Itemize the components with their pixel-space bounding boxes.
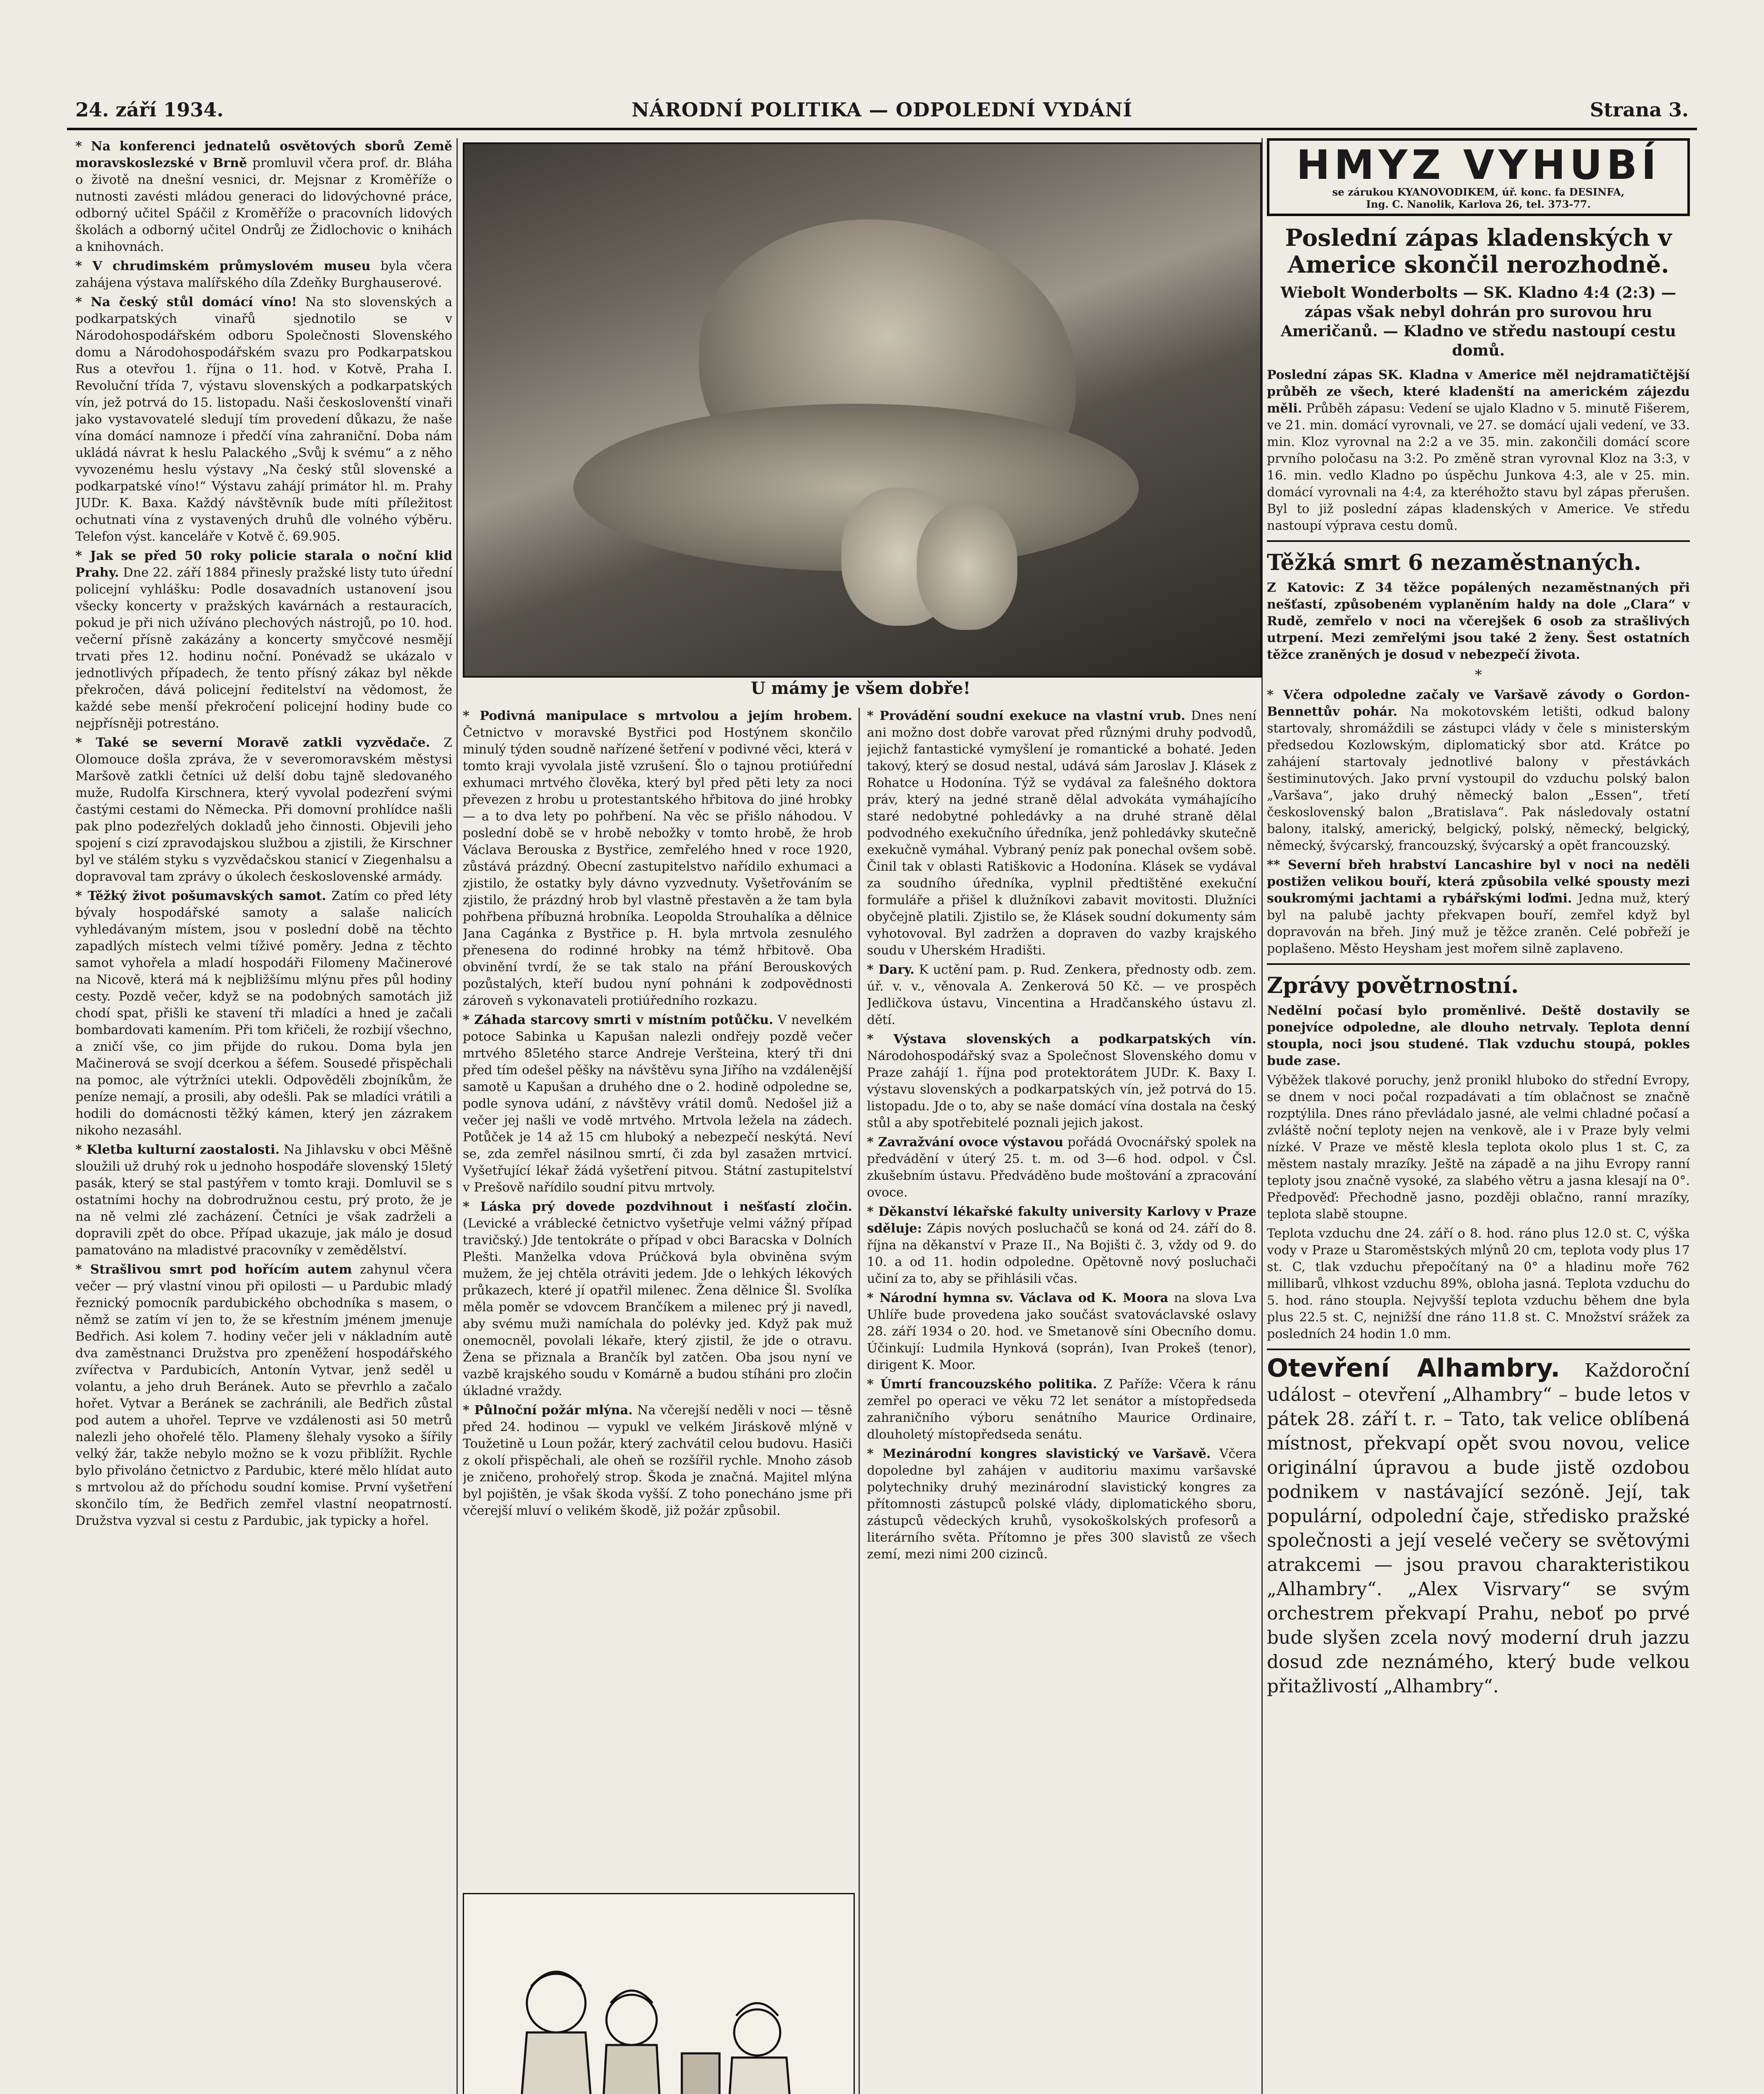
issue-date: 24. září 1934. (75, 98, 224, 121)
lioness-photo (463, 142, 1262, 678)
page-number: Strana 3. (1590, 98, 1689, 121)
weather-headline: Zprávy povětrnostní. (1267, 973, 1519, 998)
alhambra-text: Každoroční událost – otevření „Alhambry“ – bude letos v pátek 28. září t. r. – Tato, tak velice oblíbená místnost, překvapí opět svou novou, velice originální úpravou a bude jistě ozdobou podnikem v nastávající sezóně. Její, tak populární, odpolední čaje, střediskо pražské společnosti a její veselé večery se světovými atrakcemi — jsou pravou charakteristikou „Alhambry“. „Alex Visrvary“ se svým orchestrem překvapí Prahu, neboť po prvé bude slyšen zcela nový moderní druh jazzu dosud zde neznámého, který bude velkou přitažlivostí „Alhambry“. (1267, 1360, 1690, 1697)
pest-control-ad (1267, 138, 1690, 216)
cartoon-illustration (463, 1893, 855, 2094)
balloon-article: * Včera odpoledne začaly ve Varšavě závody o Gordon-Bennettův pohár. Na mokotovském letišti, odkud balony startovaly, shromáždili se zástupci vlády v čele s ministerským předsedou Kozlowským, diplomatický sbor atd. Krátce po zahájení startovaly jednotlivé balony v přestávkách šestiminutových. Jako první vystoupil do vzduchu polský balon „Varšava“, jako druhý německý balon „Essen“, třetí československý balon „Bratislava“. Pak následovaly ostatní balony, italský, americký, belgický, polský, německý, belgický, německý, švýcarský, francouzský, švýcarský a opět francouzský. (1267, 688, 1690, 853)
news-item: * Láska prý dovede pozdvihnout i nešťastí zločin. (Levické a vráblecké četnictvo vyšetřuje velmi vážný případ travičský.) Jde tentokráte o případ v obci Baracska v Dolních Plešti. Manželka vdova Prúčková byla obviněna svým mužem, že jej chtěla otráviti jedem. Jde o lehkých lékových průkazech, které jí opatřil milenec. Žena dělnice Šl. Svolíka měla poměr se vdovcem Brančíkem a milenec prý ji navedl, aby svému muži namíchala do polévky jed. Když pak muž onemocněl, povolali lékaře, který zjistil, že jde o otravu. Žena se přiznala a Brančík byl zatčen. Oba jsou nyní ve vazbě krajského soudu v Komárně a budou stíháni pro zločin úkladné vraždy. (463, 1199, 852, 1398)
mine-headline: Těžká smrt 6 nezaměstnaných. (1267, 550, 1641, 575)
sport-subhead: Wiebolt Wonderbolts — SK. Kladno 4:4 (2:3) — zápas však nebyl dohrán pro surovou hru Američanů. — Kladno ve středu nastoupí cestu domů. (1280, 284, 1676, 359)
news-item: * Úmrtí francouzského politika. Z Paříže: Včera k ránu zemřel po operaci ve věku 72 let senátor a místopředseda zahraničního výboru senátního Maurice Ordinaire, dlouholetý místopředseda senátu. (867, 1377, 1256, 1442)
sport-headline: Poslední zápas kladenských v Americe skončil nerozhodně. (1285, 224, 1672, 279)
news-item: * Kletba kulturní zaostalosti. Na Jihlavsku v obci Měšně sloužili už druhý rok u jednoho hospodáře slovenský 15letý pasák, který se stal pastýřem v tomto kraji. Domluvil se s ostatními hochy na dobrodružnou cestu, prý proto, že je na ně velmi zlé zacházení. Četníci je však zadrželi a dopravili zpět do obce. Případ ukazuje, jak málo je dosud pamatováno na mladistvé pracovníky v zemědělství. (75, 1142, 452, 1258)
news-item: * Podivná manipulace s mrtvolou a jejím hrobem. Četnictvo v moravské Bystřici pod Hostýnem skončilo minulý týden soudně nařízené šetření v podivné věci, která v tomto kraji vyvolala jistě vzrušení. Šlo o tajnou protiúřední exhumaci mrtvého člověka, který byl před pěti lety za noci převezen z hrobu u protestantského hřbitova do jiné hrobky — a to dva lety po pohřbení. Na věc se přišlo náhodou. V poslední době se v hrobě nebožky v tomto hrobě, že hrob Václava Berouska z Bystřice, zemřelého hned v roce 1920, zůstává prázdný. Obecní zastupitelstvo nařídilo exhumaci a zjistilo, že ostatky byly dávno vyzvednuty. Vyšetřováním se zjistilo, že prázdný hrob byl vlastně přestavěn a že tam byla pohřbena příbuzná hrobníka. Leopolda Strouhalíka a dělnice Jana Cagánka z Bystřice p. H. byla mrtvola zesnulého přenesena do rodinné hrobky na témž hřbitově. Oba obvinění tvrdí, že se tak stalo na přání Berouskových pozůstalých, kteří budou nyní pohnáni k zodpovědnosti zároveň s vykonavateli protiúředního rozkazu. (463, 709, 852, 1008)
column-4 (1267, 138, 1690, 2094)
newspaper-title: NÁRODNÍ POLITIKA — ODPOLEDNÍ VYDÁNÍ (632, 98, 1132, 121)
ad-title: HMYZ VYHUBÍ (1296, 142, 1661, 188)
section-rule (1267, 540, 1690, 542)
photo-caption: U mámy je všem dobře! (750, 678, 971, 698)
masthead-rule (67, 128, 1697, 130)
storm-article: ** Severní břeh hrabství Lancashire byl v noci na neděli postižen velikou bouří, která způsobila velké spousty mezi soukromými jachtami a rybářskými loďmi. Jedna muž, který byl na palubě jachty překvapen bouří, zemřel když byl dopravován na břeh. Jiný muž je těžce zraněn. Celé pobřeží je poplašeno. Město Heysham jest mořem silně zaplaveno. (1267, 858, 1690, 956)
section-rule (1267, 963, 1690, 965)
mine-article: Z Katovic: Z 34 těžce popálených nezaměstnaných při nešťastí, způsobeném vyplaněním haldy na dole „Clara“ v Rudě, zemřelo v noci na včerejšek 6 osob za strašlivých utrpení. Mezi zemřelými jsou také 2 ženy. Šest ostatních těžce zraněných je dosud v nebezpečí života. (1267, 580, 1690, 662)
weather-measurements: Teplota vzduchu dne 24. září o 8. hod. ráno plus 12.0 st. C, výška vody v Praze u Staroměstských mlýnů 20 cm, teplota vody plus 17 st. C, tlak vzduchu přepočítaný na 0° a hladinu moře 762 millibarů, vlhkost vzduchu 89%, obloha jasná. Teplota vzduchu do 5. hod. ráno stoupla. Nejvyšší teplota vzduchu během dne byla plus 22.5 st. C, nejnižší dne ráno 11.8 st. C. Množství srážek za posledních 24 hodin 1.0 mm. (1267, 1226, 1690, 1341)
cartoon-drawing (464, 1894, 854, 2094)
alhambra-title: Otevření Alhambry. (1267, 1354, 1560, 1383)
news-item: * Půlnoční požár mlýna. Na včerejší neděli v noci — těsně před 24. hodinou — vypukl ve velkém Jiráskově mlýně v Toužetině u Loun požár, který zachvátil celou budovu. Hasiči z okolí přispěchali, ale oheň se rozšířil rychle. Mnoho zásob je zničeno, prohořelý strop. Škoda je značná. Majitel mlýna byl pojištěn, je však škoda vyšší. Z toho ponecháno jsme při včerejší mluví o velikém škodě, již požár způsobil. (463, 1403, 852, 1518)
news-item: * Provádění soudní exekuce na vlastní vrub. Dnes není ani možno dost dobře varovat před různými druhy podvodů, jejichž fantastické vymyšlení je romantické a bohaté. Jeden takový, který se dosud nestal, udává sám Jaroslav J. Klásek z Rohatce u Hodonína. Týž se vydával za falešného doktora práv, který na jedné straně dělal advokáta vymáhajícího staré nedobytné pohledávky a na druhé straně dělal podvodného exekučního úředníka, jenž pohledávky skutečně exekučně vymáhal. Vybraný peníz pak ponechal ovšem sobě. Činil tak v oblasti Ratiškovic a Hodonína. Klásek se vydával za soudního úředníka, vyplnil předtištěné exekuční formuláře a přišel k dlužníkovi zabavit movitosti. Dlužníci obyčejně platili. Zjistilo se, že Klásek soudní dokumenty sám vyhotovoval. Byl zadržen a dopraven do vazby krajského soudu v Uherském Hradišti. (867, 709, 1256, 958)
news-item: * Na konferenci jednatelů osvětových sborů Země moravskoslezské v Brně promluvil včera prof. dr. Bláha o životě na dnešní vesnici, dr. Mejsnar z Kroměříže o nutnosti zavésti mládou generaci do lidovýchovné práce, odborný učitel Spáčil z Kroměříže o pracovních lidových školách a odborný učitel Ondrůj ze Židlochovic o knihách a knihovnách. (75, 139, 452, 254)
section-rule (1267, 1349, 1690, 1350)
column-2 (463, 708, 852, 1889)
news-item: * Jak se před 50 roky policie starala o noční klid Prahy. Dne 22. září 1884 přinesly pražské listy tuto úřední policejní vyhlášku: Podle dosavadních ustanovení jsou všecky koncerty v pražských kavárnách a restauracích, pokud je při nich užíváno plechových nástrojů, po 10. hod. večerní přísně zakázány a koncerty smyčcové nesmějí trvati přes 12. hodinu noční. Ponévadž se ukázalo v jednotlivých případech, že tento přísný zákaz byl někde překročen, dává policejní ředitelství na vědomost, že každé sebe menší překročení policejní hodiny bude co nejpřísněji potrestáno. (75, 549, 452, 731)
news-item: * Národní hymna sv. Václava od K. Moora na slova Lva Uhlíře bude provedena jako součást svatováclavské oslavy 28. září 1934 o 20. hod. ve Smetanově síni Obecního domu. Účinkují: Ludmila Hynková (soprán), Ivan Prokeš (tenor), dirigent K. Moor. (867, 1291, 1256, 1372)
weather-text: Výběžek tlakové poruchy, jenž pronikl hluboko do střední Evropy, se dnem v noci počal rozpadávati a tím oblačnost se značně rozptýlila. Dnes ráno převládalo jasné, ale velmi chladné počasí a zvláště noční teploty nejen na venkově, ale i v Praze byly velmi nízké. V Praze ve městě klesla teplota okolo plus 1 st. C, za městem nastaly mrazíky. Ještě na západě a na jihu Evropy ranní teploty jsou značně vysoké, za slabého větru a jasna klesají na 0°. Předpověď: Přechodně jasno, později oblačno, ranní mrazíky, teplota slabě stoupne. (1267, 1073, 1690, 1222)
news-item: * Na český stůl domácí víno! Na sto slovenských a podkarpatských vinařů sjednotilo se v Národohospodářském odboru Společnosti Slovenského domu a Národohospodářském svazu pro Podkarpatskou Rus a otevřou 1. října o 11. hod. v Kotvě, Praha I. Revoluční třída 7, výstavu slovenských a podkarpatských vín, jež potrvá do 15. listopadu. Naši českoslovenští vinaři jako vystavovatelé sledují tím provedení důkazu, že naše vína domácí namnoze i předčí vína zahraniční. Doba nám ukládá návrat k heslu Palackého „Svůj k svému“ a z něho vyvozenému heslu výstavy „Na český stůl slovenské a podkarpatské víno!“ Výstavu zahájí primátor hl. m. Prahy JUDr. K. Baxa. Každý návštěvník bude míti příležitost ochutnati vína z vystavených druhů dle volného výběru. Telefon výst. kanceláře v Kotvě č. 69.905. (75, 295, 452, 544)
ad-line: se zárukou KYANOVODIKEM, úř. konc. fa DESINFA, (1332, 186, 1625, 198)
news-item: * Také se severní Moravě zatkli vyzvědače. Z Olomouce došla zpráva, že v severomoravském městysi Maršově zatkli četníci už delší dobu tajně sledovaného muže, Rudolfa Kirschnera, který vyvolal podezření svými častými cestami do Německa. Při domovní prohlídce našli pak plno podezřelých dokladů jeho činnosti. Objevili jeho spojení s cizí zpravodajskou službou a zjistili, že Kirschner byl ve stálém styku s vyzvědačskou stanicí v Ziegenhalsu a dopravoval tam zprávy o úkolech československé armády. (75, 735, 452, 884)
news-item: * Záhada starcovy smrti v místním potůčku. V nevelkém potoce Sabinka u Kapušan nalezli ondřejy pozdě večer mrtvého 85letého starce Andreje Veršteina, který tři dni před tím odešel pěšky na návštěvu syna Jiřího na vzdálenější samotě u Kapušan a druhého dne o 2. hodině odpoledne se, podle synova udání, z návštěvy vrátil domů. Nedošel již a večer jej našli ve vodě mrtvého. Mrtvola ležela na zádech. Potůček je 14 až 15 cm hluboký a nebezpečí neskýtá. Neví se, zda zemřel násilnou smrtí, či zda byl zasažen mrtvicí. Vyšetřující lékař žádá vyšetření pitvou. Státní zastupitelství v Prešově nařídilo soudní pitvu mrtvoly. (463, 1013, 852, 1195)
news-item: * V chrudimském průmyslovém museu byla včera zahájena výstava malířského díla Zdeňky Burghauserové. (75, 259, 452, 290)
column-divider (456, 138, 458, 2094)
column-3 (867, 708, 1256, 2094)
news-item: * Děkanství lékařské fakulty university Karlovy v Praze sděluje: Zápis nových posluchačů se koná od 24. září do 8. října na děkanství v Praze II., Na Bojišti č. 3, vždy od 9. do 10. a od 11. hodin odpoledne. Opětovně nový posluchači učiní za to, aby se přihlásili včas. (867, 1204, 1256, 1286)
column-divider (859, 708, 860, 2094)
sport-article: Poslední zápas SK. Kladna v Americe měl nejdramatičtější průběh ze všech, které kladenští na americkém zájezdu měli. Průběh zápasu: Vedení se ujalo Kladno v 5. minutě Fišerem, ve 21. min. domácí vyrovnali, ve 27. se domácí ujali vedení, ve 33. min. Kloz vyrovnal na 2:2 a ve 35. min. zakončili domácí score prvního poločasu na 3:2. Po změně stran vyrovnal Kloz na 3:3, v 16. min. vedlo Kladno po úspěchu Junkova 4:3, ale v 25. min. domácí vyrovnali na 4:4, za kteréhožto stavu byl zápas přerušen. Byl to již poslední zápas kladenských v Americe. Ve středu nastoupí výprava cestu domů. (1267, 368, 1690, 533)
separator-star: * (1475, 667, 1482, 683)
news-item: * Strašlivou smrt pod hořícím autem zahynul včera večer — prý vlastní vinou při opilosti — u Pardubic mladý řeznický pomocník pardubického obchodníka s masem, o němž se zatím ví jen to, že se křestním jménem jmenuje Bedřich. Asi kolem 7. hodiny večer jeli v nákladním autě dva zaměstnanci Družstva pro zpeněžení hospodářského zvířectva v Pardubicích, Antonín Vytvar, jenž seděl u volantu, a jeho druh Beránek. Auto se převrhlo a začalo hořet. Vytvar a Beránek se zachránili, ale Bedřich zůstal pod autem a uhořel. Teprve ve vzdálenosti asi 50 metrů nalezli jeho ohořelé tělo. Plameny šlehaly vysoko a šířily velký žár, takže nebylo možno se k vozu přiblížit. Rychle bylo přivoláno četnictvo z Pardubic, které mělo hlídat auto s mrtvolou až do příchodu soudní komise. První vyšetření skončilo tím, že Bedřich zemřel vlastní neopatrností. Družstva vyzval si cestu z Pardubic, jak typicky a hořel. (75, 1262, 452, 1528)
news-item: * Zavražvání ovoce výstavou pořádá Ovocnářský spolek na předvádění v úterý 25. t. m. od 3—6 hod. odpol. v Čsl. zkušebním ústavu. Předváděno bude moštování a zpracování ovoce. (867, 1135, 1256, 1200)
weather-lead: Nedělní počasí bylo proměnlivé. Deště dostavily se ponejvíce odpoledne, ale dlouho netrvaly. Teplota denní stoupla, noci jsou studené. Tlak vzduchu stoupá, pokles bude zase. (1267, 1003, 1690, 1068)
news-item: * Výstava slovenských a podkarpatských vín. Národohospodářský svaz a Společnost Slovenského domu v Praze zahájí 1. října pod protektorátem JUDr. K. Baxy I. výstavu slovenských a podkarpatských vín, jež potrvá do 15. listopadu. Jde o to, aby se naše domácí vína dostala na český stůl a aby spotřebitelé poznali jejich jakost. (867, 1032, 1256, 1130)
alhambra-article (1267, 1356, 1690, 1699)
ad-line: Ing. C. Nanolik, Karlova 26, tel. 373-77. (1366, 198, 1591, 210)
news-item: * Dary. K uctění pam. p. Rud. Zenkera, přednosty odb. zem. úř. v. v., věnovala A. Zenkerová 50 Kč. — ve prospěch Jedličkova ústavu, Vincentina a Hradčanského ústavu zl. dětí. (867, 962, 1256, 1027)
news-item: * Mezinárodní kongres slavistický ve Varšavě. Včera dopoledne byl zahájen v auditoriu maximu varšavské polytechniky druhý mezinárodní slavistický kongres za přítomnosti zástupců polské vlády, diplomatického sboru, zástupců vědeckých kruhů, vysokoškolských profesorů a literárního světa. Přítomno je přes 300 slavistů ze všech zemí, mezi nimi 200 cizinců. (867, 1447, 1256, 1562)
column-1 (75, 138, 452, 2094)
news-item: * Těžký život pošumavských samot. Zatím co před léty bývaly hospodářské samoty a salaše nalicích vyhledávaným místem, jsou v poslední době na těchto zapadlých místech velmi tíživé poměry. Jedna z těchto samot vyhořela a mladí hospodáři Filomeny Mačinerové na Nicově, která má k nejbližšímu mlýnu přes půl hodiny cesty. Pozdě večer, když se na podobných samotách již chodí spat, přišli ke stavení tři mladíci a hned je začali bombardovati kamením. Při tom křičeli, že rozbijí všechno, a zničí vše, co jim přijde do rukou. Doma byla jen Mačinerová se svojí dcerkou a šéfem. Sousedé přispěchali na pomoc, ale výtržníci utekli. Odpověděli zbojníkům, že peníze nemají, a prosili, aby odešli. Pak se mladíci vrátili a hodili do domácnosti těžký kámen, který jen zázrakem nikoho nezasáhl. (75, 889, 452, 1138)
photo-cub (917, 504, 1017, 630)
masthead (67, 98, 1697, 128)
